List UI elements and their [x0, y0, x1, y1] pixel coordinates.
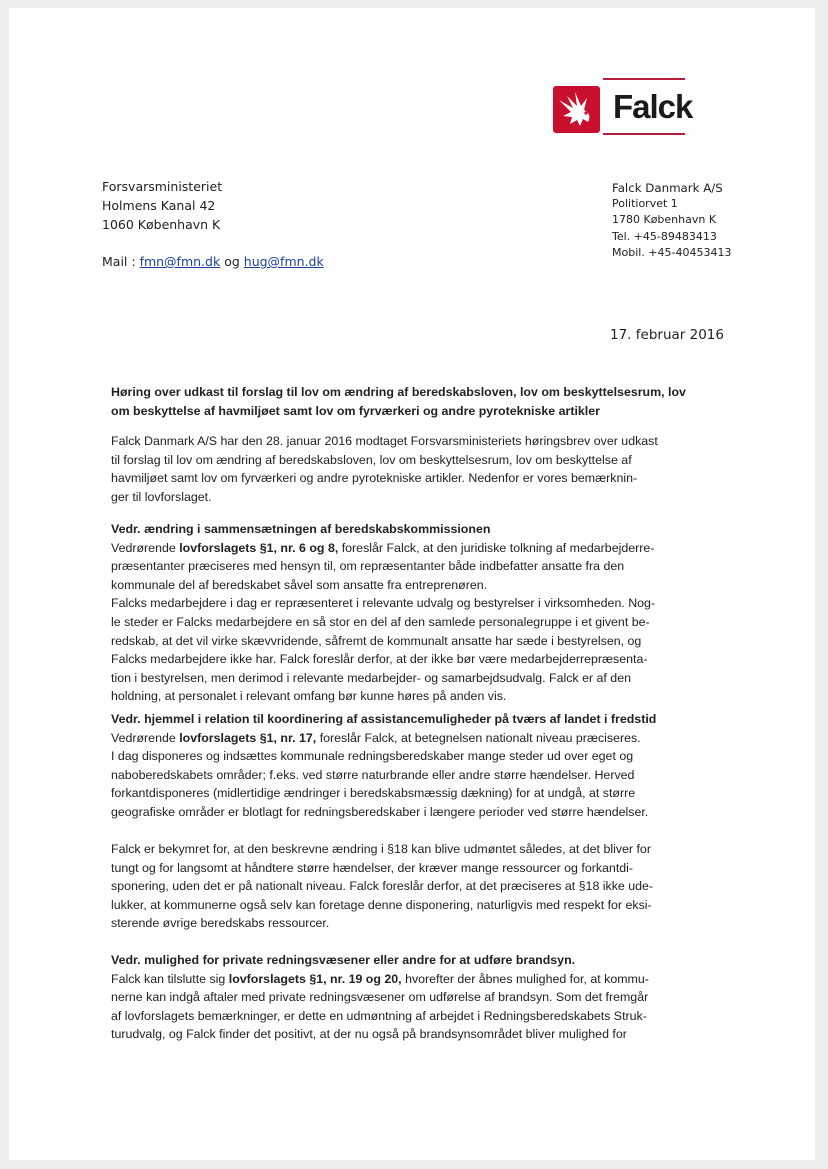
sender-line: 1780 København K	[612, 213, 717, 227]
intro-paragraph	[111, 432, 681, 506]
intro-line: til forslag til lov om ændring af beredskabsloven, lov om beskyttelsesrum, lov om beskyttelse af	[111, 452, 632, 467]
logo-top-rule	[603, 78, 685, 80]
logo-bottom-rule	[603, 133, 685, 135]
letter-page	[9, 8, 815, 1160]
logo-wordmark: Falck	[613, 88, 693, 125]
email-link-fmn[interactable]: fmn@fmn.dk	[139, 254, 221, 269]
sender-line: Falck Danmark A/S	[612, 181, 723, 195]
intro-line: havmiljøet samt lov om fyrværkeri og andre pyrotekniske artikler. Nedenfor er vores bemærknin-	[111, 471, 638, 486]
falck-logo	[553, 78, 693, 138]
section-line: Falcks medarbejdere i dag er repræsenteret i relevante udvalg og bestyrelser i virksomheden. Nog-	[111, 596, 656, 611]
text-span: hvorefter der åbnes mulighed for, at kommu-	[401, 971, 649, 986]
section-line: holdning, at personalet i relevant omfang bør kunne høres på anden vis.	[111, 689, 507, 704]
sender-line: Politiorvet 1	[612, 197, 678, 211]
sender-line: Tel. +45-89483413	[612, 229, 717, 243]
section-line: le steder er Falcks medarbejdere en så stor en del af den samlede personalegruppe i et givent be-	[111, 614, 650, 629]
paragraph-bekymring	[111, 840, 681, 933]
recipient-line: Holmens Kanal 42	[102, 198, 216, 213]
section-line: forkantdisponeres (midlertidige ændringer i beredskabsmæssig dækning) for at undgå, at større	[111, 786, 636, 801]
text-span: foreslår Falck, at den juridiske tolkning af medarbejderre-	[338, 540, 655, 555]
section-line: I dag disponeres og indsættes kommunale redningsberedskaber mange steder ud over eget og	[111, 749, 634, 764]
paragraph-line: sponering, uden det er på nationalt niveau. Falck foreslår derfor, at det præciseres at §18 ikke ude-	[111, 879, 654, 894]
section-line: redskab, at det vil virke skævvridende, såfremt de kommunalt ansatte har sæde i bestyrelsen, og	[111, 633, 642, 648]
section-line	[111, 539, 681, 558]
recipient-line: Forsvarsministeriet	[102, 179, 223, 194]
section-line	[111, 729, 681, 748]
section-beredskabskommission	[111, 520, 681, 706]
recipient-address	[102, 177, 222, 234]
recipient-line: 1060 København K	[102, 217, 221, 232]
section-line: nerne kan indgå aftaler med private redningsvæsener om udførelse af brandsyn. Som det fremgår	[111, 990, 649, 1005]
section-line: tion i bestyrelsen, men derimod i relevante medarbejder- og samarbejdsudvalg. Falck er af den	[111, 670, 631, 685]
section-line: præsentanter præciseres med hensyn til, om repræsentanter både indbefatter ansatte fra den	[111, 559, 625, 574]
paragraph-line: Falck er bekymret for, at den beskrevne ændring i §18 kan blive udmøntet således, at det bliver for	[111, 842, 651, 856]
law-reference: lovforslagets §1, nr. 6 og 8,	[179, 540, 339, 555]
section-brandsyn	[111, 951, 681, 1044]
paragraph-line: tungt og for langsomt at håndtere større hændelser, der kræver mange ressourcer og forkantdi-	[111, 860, 634, 875]
sender-line: Mobil. +45-40453413	[612, 245, 732, 259]
eagle-icon	[553, 86, 600, 133]
section-heading: Vedr. hjemmel i relation til koordinering af assistancemuligheder på tværs af landet i fredstid	[111, 712, 657, 726]
paragraph-line: lukker, at kommunerne også selv kan foretage denne disponering, naturligvis med respekt for eksi-	[111, 897, 652, 912]
section-line: af lovforslagets bemærkninger, er dette en udmøntning af arbejdet i Redningsberedskabets Struk-	[111, 1008, 647, 1023]
subject-heading	[111, 383, 686, 420]
section-heading: Vedr. ændring i sammensætningen af beredskabskommissionen	[111, 522, 491, 536]
text-span: Falck kan tilslutte sig	[111, 971, 229, 986]
section-line: turudvalg, og Falck finder det positivt, at der nu også på brandsynsområdet bliver mulighed for	[111, 1027, 627, 1042]
mail-line	[102, 254, 324, 269]
subject-line: Høring over udkast til forslag til lov om ændring af beredskabsloven, lov om beskyttelsesrum, lov	[111, 385, 686, 399]
text-span: Vedrørende	[111, 730, 180, 745]
letter-date: 17. februar 2016	[610, 327, 724, 343]
subject-line: om beskyttelse af havmiljøet samt lov om fyrværkeri og andre pyrotekniske artikler	[111, 403, 600, 418]
text-span: Vedrørende	[111, 540, 180, 555]
paragraph-line: sterende øvrige beredskabs ressourcer.	[111, 916, 330, 931]
section-heading: Vedr. mulighed for private redningsvæsener eller andre for at udføre brandsyn.	[111, 953, 576, 967]
law-reference: lovforslagets §1, nr. 17,	[179, 730, 317, 745]
section-line: naboberedskabets områder; f.eks. ved større naturbrande eller andre større hændelser. Herved	[111, 767, 635, 782]
sender-address	[612, 180, 731, 261]
section-line	[111, 970, 681, 989]
section-line: Falcks medarbejdere ikke har. Falck foreslår derfor, at der ikke bør være medarbejderrepræsenta-	[111, 652, 648, 667]
intro-line: ger til lovforslaget.	[111, 489, 212, 504]
text-span: foreslår Falck, at betegnelsen nationalt niveau præciseres.	[316, 730, 641, 745]
email-link-hug[interactable]: hug@fmn.dk	[243, 254, 324, 269]
law-reference: lovforslagets §1, nr. 19 og 20,	[228, 971, 402, 986]
mail-prefix: Mail :	[102, 254, 136, 269]
intro-line: Falck Danmark A/S har den 28. januar 2016 modtaget Forsvarsministeriets høringsbrev over udkast	[111, 434, 658, 448]
section-line: geografiske områder er blotlagt for redningsberedskaber i længere perioder ved større hændelser.	[111, 804, 649, 819]
mail-connector: og	[224, 254, 240, 269]
section-line: kommunale del af beredskabet såvel som ansatte fra entreprenøren.	[111, 577, 488, 592]
section-koordinering	[111, 710, 681, 822]
